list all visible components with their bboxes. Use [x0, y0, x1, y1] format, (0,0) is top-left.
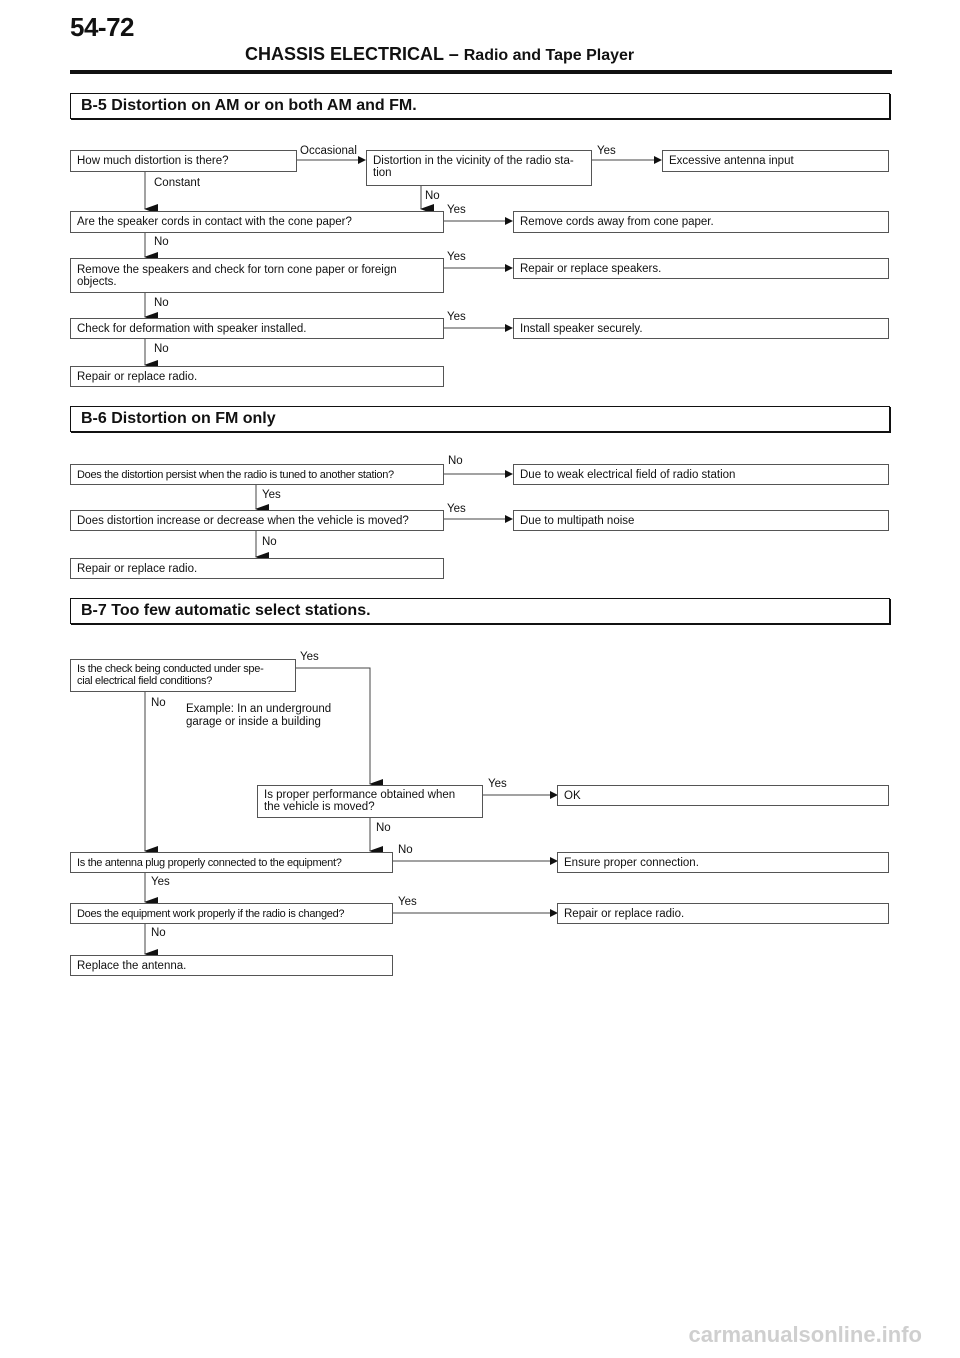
b6-q-increase-decrease: Does distortion increase or decrease when the vehicle is moved?	[70, 510, 444, 531]
b6-label-no-1: No	[448, 455, 463, 467]
b5-label-no-2: No	[154, 236, 169, 248]
b5-q-vicinity-line1: Distortion in the vicinity of the radio sta-	[373, 155, 574, 167]
b5-q-remove-speakers-line1: Remove the speakers and check for torn cone paper or foreign	[77, 264, 397, 276]
b5-q-vicinity	[366, 150, 592, 186]
b6-end-repair-radio: Repair or replace radio.	[70, 558, 444, 579]
b5-q-remove-speakers	[70, 258, 444, 293]
b7-label-yes-3: Yes	[151, 876, 170, 888]
section-b5-header: B-5 Distortion on AM or on both AM and FM.	[70, 93, 890, 119]
b7-q-equipment-work: Does the equipment work properly if the radio is changed?	[70, 903, 393, 924]
b6-q-persist: Does the distortion persist when the radio is tuned to another station?	[70, 464, 444, 485]
b7-label-no-1: No	[151, 697, 166, 709]
b7-r-ok: OK	[557, 785, 889, 806]
b7-label-yes-4: Yes	[398, 896, 417, 908]
b7-q-proper-line2: the vehicle is moved?	[264, 801, 375, 813]
b7-q-special-conditions	[70, 659, 296, 692]
b7-label-yes-1: Yes	[300, 651, 319, 663]
b7-label-no-4: No	[151, 927, 166, 939]
b7-r-repair-radio: Repair or replace radio.	[557, 903, 889, 924]
b6-label-yes-2: Yes	[447, 503, 466, 515]
chapter-name: CHASSIS ELECTRICAL	[245, 44, 444, 64]
b7-q-proper-line1: Is proper performance obtained when	[264, 789, 456, 801]
b5-label-occasional: Occasional	[300, 145, 357, 157]
b6-label-yes-1: Yes	[262, 489, 281, 501]
b6-label-no-2: No	[262, 536, 277, 548]
b7-end-replace-antenna: Replace the antenna.	[70, 955, 393, 976]
b7-q-special-line2: cial electrical field conditions?	[77, 675, 213, 687]
b5-label-yes-4: Yes	[447, 311, 466, 323]
b7-q-special-line1: Is the check being conducted under spe-	[77, 663, 264, 675]
page-number: 54-72	[70, 12, 134, 42]
b6-r-multipath: Due to multipath noise	[513, 510, 889, 531]
watermark: carmanualsonline.info	[688, 1322, 922, 1347]
b5-q-speaker-cords: Are the speaker cords in contact with the cone paper?	[70, 211, 444, 233]
b5-label-constant: Constant	[154, 177, 201, 189]
b5-label-yes-1: Yes	[597, 145, 616, 157]
b5-r-repair-speakers: Repair or replace speakers.	[513, 258, 889, 279]
b5-label-no-3: No	[154, 297, 169, 309]
b7-example-line1: Example: In an underground	[186, 703, 332, 715]
b5-label-no-1: No	[425, 190, 440, 202]
section-b6-header: B-6 Distortion on FM only	[70, 406, 890, 432]
chapter-dash: –	[448, 44, 459, 64]
b5-q-vicinity-line2: tion	[373, 167, 392, 179]
b7-label-no-3: No	[398, 844, 413, 856]
b5-label-no-4: No	[154, 343, 169, 355]
b5-q-remove-speakers-line2: objects.	[77, 276, 117, 288]
b5-label-yes-3: Yes	[447, 251, 466, 263]
b7-r-ensure-connection: Ensure proper connection.	[557, 852, 889, 873]
b5-q-how-much: How much distortion is there?	[70, 150, 297, 172]
b5-label-yes-2: Yes	[447, 204, 466, 216]
b7-q-antenna-plug: Is the antenna plug properly connected to the equipment?	[70, 852, 393, 873]
b7-label-no-2: No	[376, 822, 391, 834]
b5-r-install-speaker: Install speaker securely.	[513, 318, 889, 339]
b5-q-deformation: Check for deformation with speaker installed.	[70, 318, 444, 339]
b5-r-remove-cords: Remove cords away from cone paper.	[513, 211, 889, 233]
chapter-subtitle: Radio and Tape Player	[463, 47, 635, 64]
b7-label-yes-2: Yes	[488, 778, 507, 790]
b5-end-repair-radio: Repair or replace radio.	[70, 366, 444, 387]
b5-r-excessive: Excessive antenna input	[662, 150, 889, 172]
b7-q-proper-performance	[257, 785, 483, 818]
b7-example-note	[186, 703, 331, 729]
b6-r-weak-field: Due to weak electrical field of radio station	[513, 464, 889, 485]
section-b7-header: B-7 Too few automatic select stations.	[70, 598, 890, 624]
b7-example-line2: garage or inside a building	[186, 716, 321, 728]
